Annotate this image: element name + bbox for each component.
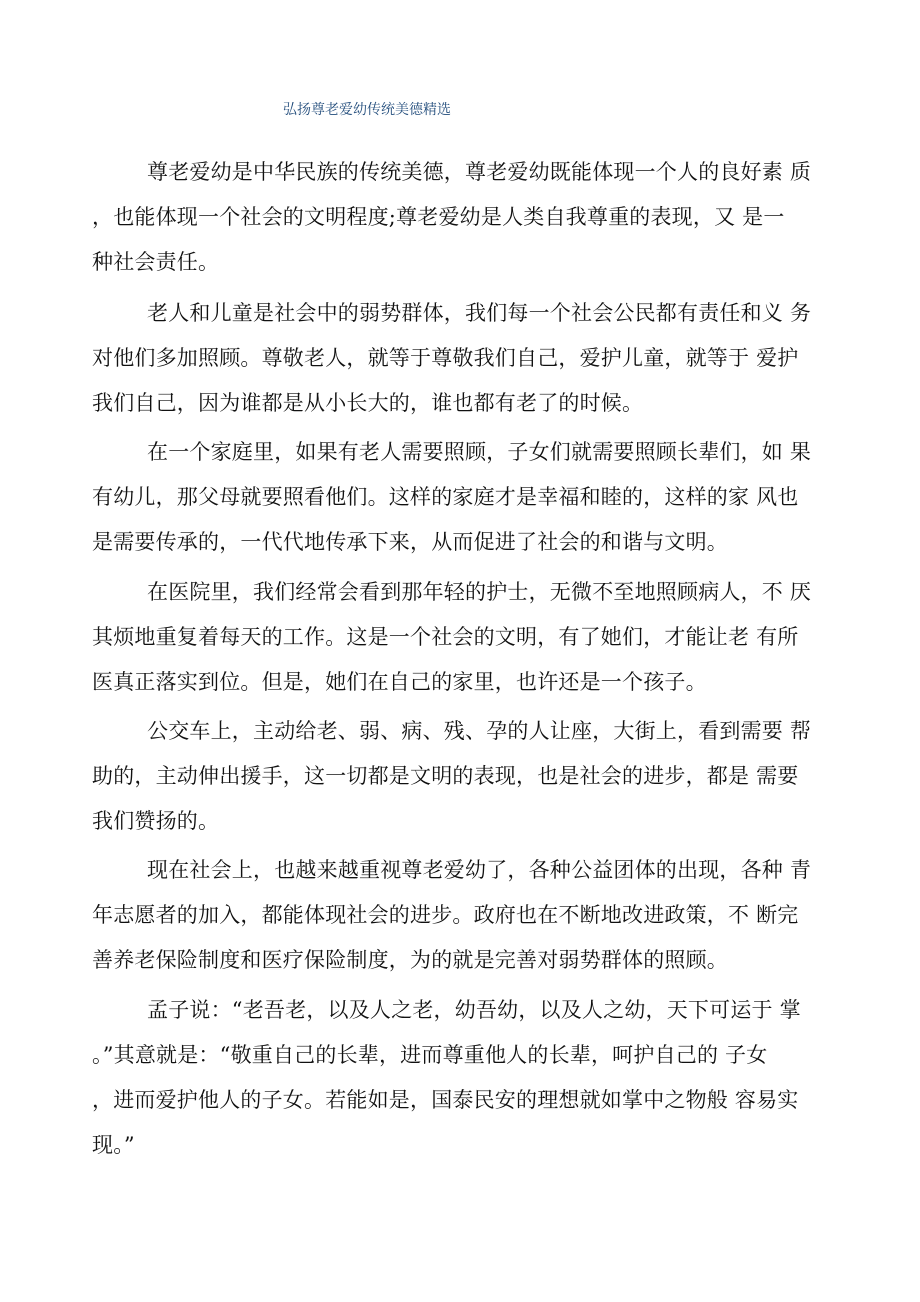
paragraph-line: 现。” (92, 1133, 135, 1157)
paragraph-line: 医真正落实到位。但是，她们在自己的家里，也许还是一个孩子。 (92, 670, 707, 694)
paragraph-line: 我们赞扬的。 (92, 809, 220, 833)
document-title: 弘扬尊老爱幼传统美德精选 (283, 102, 451, 118)
paragraph-line: 助的，主动伸出援手，这一切都是文明的表现，也是社会的进步，都是 需要 (92, 764, 799, 788)
paragraph-line: 我们自己，因为谁都是从小长大的，谁也都有老了的时候。 (92, 391, 644, 415)
paragraph-line: 对他们多加照顾。尊敬老人，就等于尊敬我们自己，爱护儿童，就等于 爱护 (92, 346, 799, 370)
paragraph-line: ，进而爱护他人的子女。若能如是，国泰民安的理想就如掌中之物般 容易实 (92, 1088, 799, 1112)
paragraph-line: 善养老保险制度和医疗保险制度，为的就是完善对弱势群体的照顾。 (92, 948, 728, 972)
paragraph-line: 在医院里，我们经常会看到那年轻的护士，无微不至地照顾病人，不 厌 (147, 580, 812, 604)
paragraph-line: 年志愿者的加入，都能体现社会的进步。政府也在不断地改进政策，不 断完 (92, 903, 799, 927)
paragraph-line: 尊老爱幼是中华民族的传统美德，尊老爱幼既能体现一个人的良好素 质 (147, 160, 812, 184)
paragraph-line: 是需要传承的，一代代地传承下来，从而促进了社会的和谐与文明。 (92, 530, 728, 554)
paragraph-line: 种社会责任。 (92, 250, 220, 274)
paragraph-line: 公交车上，主动给老、弱、病、残、孕的人让座，大街上，看到需要 帮 (147, 719, 812, 743)
paragraph-line: 孟子说：“老吾老，以及人之老，幼吾幼，以及人之幼，天下可运于 掌 (147, 998, 801, 1022)
paragraph-line: 现在社会上，也越来越重视尊老爱幼了，各种公益团体的出现，各种 青 (147, 858, 812, 882)
paragraph-line: 有幼儿，那父母就要照看他们。这样的家庭才是幸福和睦的，这样的家 风也 (92, 485, 799, 509)
paragraph-line: 在一个家庭里，如果有老人需要照顾，子女们就需要照顾长辈们，如 果 (147, 440, 812, 464)
paragraph-line: ，也能体现一个社会的文明程度;尊老爱幼是人类自我尊重的表现，又 是一 (92, 205, 785, 229)
paragraph-line: 其烦地重复着每天的工作。这是一个社会的文明，有了她们，才能让老 有所 (92, 625, 799, 649)
paragraph-line: 。”其意就是：“敬重自己的长辈，进而尊重他人的长辈，呵护自己的 子女 (92, 1043, 768, 1067)
paragraph-line: 老人和儿童是社会中的弱势群体，我们每一个社会公民都有责任和义 务 (147, 301, 812, 325)
